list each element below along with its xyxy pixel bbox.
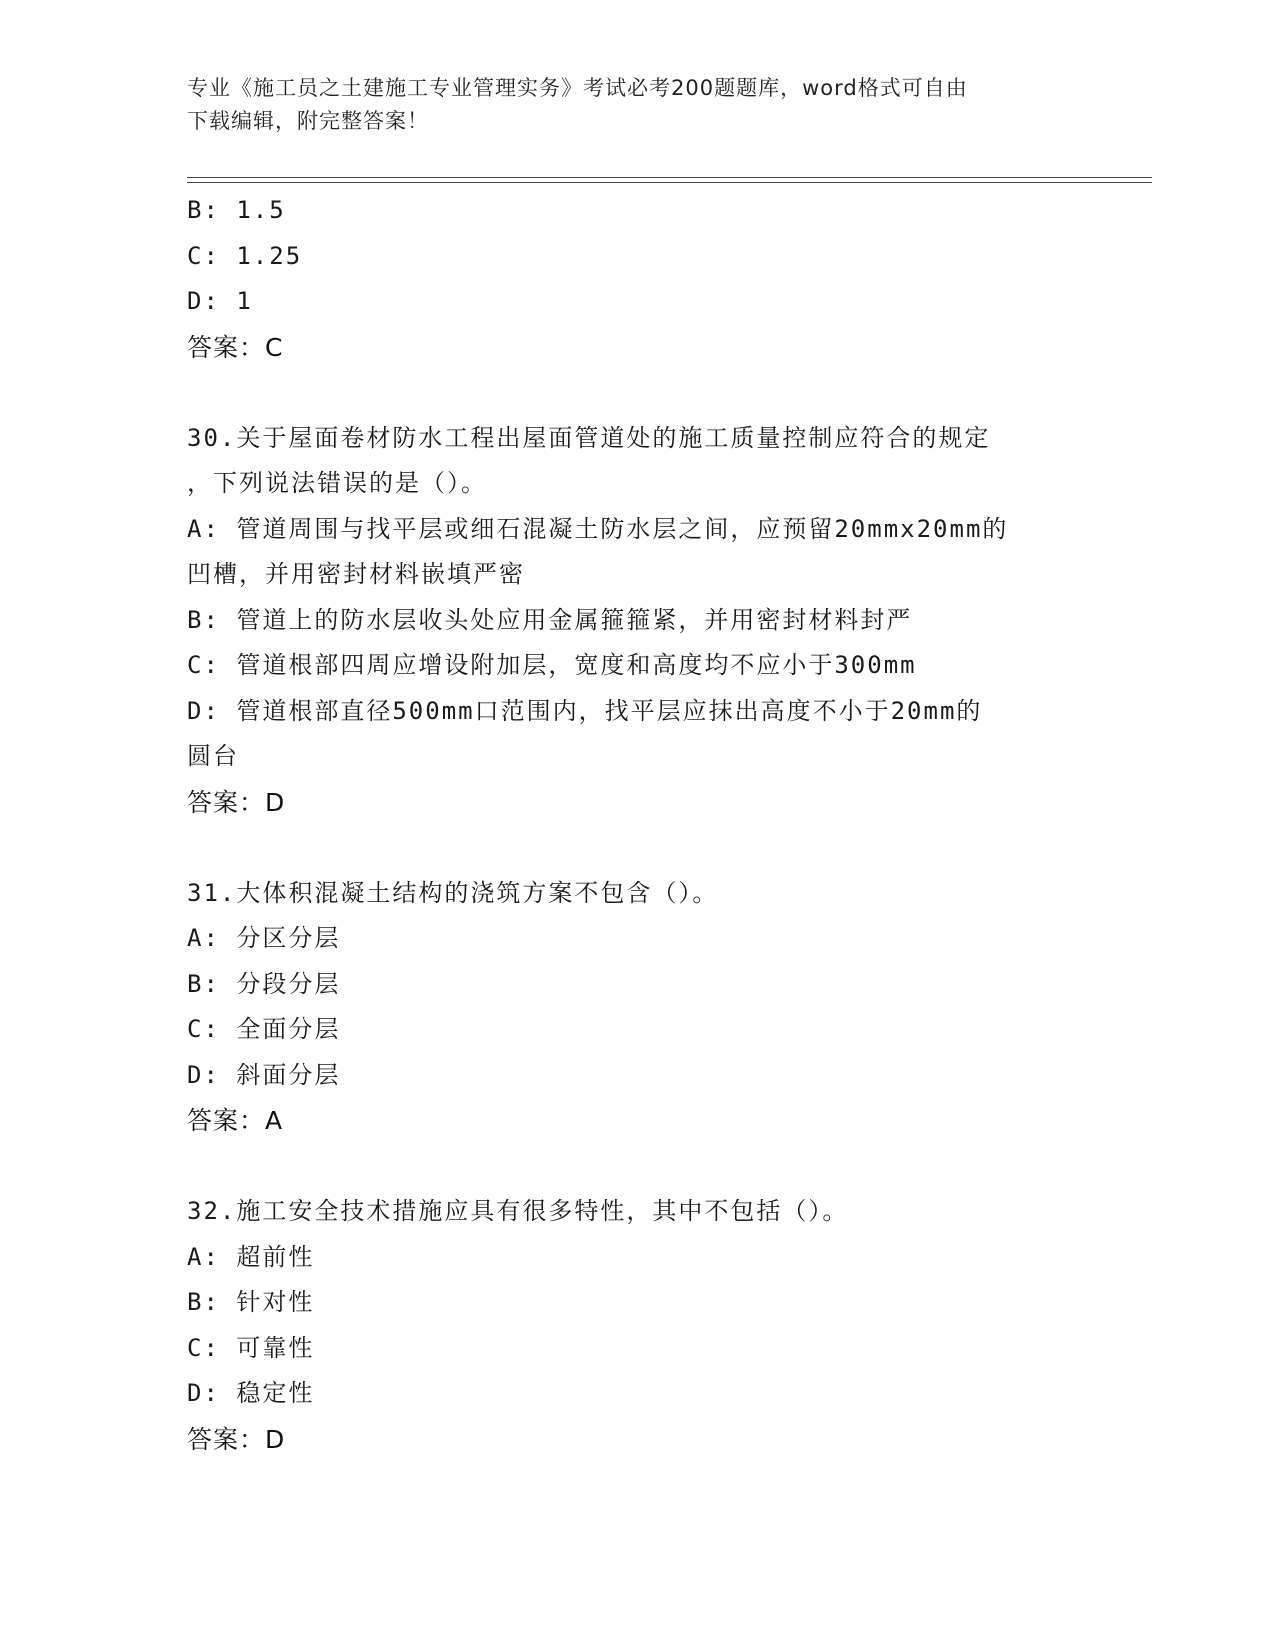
answer: 答案：D xyxy=(187,1424,286,1454)
header-rule-bottom xyxy=(187,182,1152,183)
question-31 xyxy=(187,871,1097,1144)
option-d-line-1: D: 管道根部直径500mm口范围内，找平层应抹出高度不小于20mm的 xyxy=(187,696,983,725)
option-c: C: 可靠性 xyxy=(187,1333,315,1362)
option-d: D: 1 xyxy=(187,287,253,315)
option-a: A: 超前性 xyxy=(187,1242,315,1271)
question-stem-line-1: 30.关于屋面卷材防水工程出屋面管道处的施工质量控制应符合的规定 xyxy=(187,423,991,452)
option-d: D: 斜面分层 xyxy=(187,1060,341,1089)
spacer xyxy=(187,1144,1097,1190)
question-stem: 31.大体积混凝土结构的浇筑方案不包含（）。 xyxy=(187,878,719,907)
question-29-tail xyxy=(187,188,1097,370)
option-b: B: 1.5 xyxy=(187,196,286,224)
spacer xyxy=(187,825,1097,871)
answer: 答案：D xyxy=(187,787,286,817)
option-a-line-1: A: 管道周围与找平层或细石混凝土防水层之间，应预留20mmx20mm的 xyxy=(187,514,1009,543)
header-rule-top xyxy=(187,177,1152,178)
option-a: A: 分区分层 xyxy=(187,924,341,952)
option-d-line-2: 圆台 xyxy=(187,742,239,770)
spacer xyxy=(187,370,1097,416)
option-c: C: 1.25 xyxy=(187,241,303,270)
document-header xyxy=(187,72,1087,138)
option-c: C: 全面分层 xyxy=(187,1015,341,1043)
header-line-1: 专业《施工员之土建施工专业管理实务》考试必考200题题库，word格式可自由 xyxy=(187,76,968,100)
header-line-2: 下载编辑，附完整答案！ xyxy=(187,109,429,133)
option-b: B: 管道上的防水层收头处应用金属箍箍紧，并用密封材料封严 xyxy=(187,605,913,634)
question-stem: 32.施工安全技术措施应具有很多特性，其中不包括（）。 xyxy=(187,1197,849,1225)
option-b: B: 针对性 xyxy=(187,1288,315,1316)
answer: 答案：C xyxy=(187,332,284,362)
question-list xyxy=(187,188,1097,1462)
option-d: D: 稳定性 xyxy=(187,1379,315,1407)
question-stem-line-2: ，下列说法错误的是（）。 xyxy=(187,469,487,497)
answer: 答案：A xyxy=(187,1106,284,1135)
option-c: C: 管道根部四周应增设附加层，宽度和高度均不应小于300mm xyxy=(187,651,917,679)
option-b: B: 分段分层 xyxy=(187,969,341,998)
question-32 xyxy=(187,1189,1097,1462)
question-30 xyxy=(187,416,1097,826)
option-a-line-2: 凹槽，并用密封材料嵌填严密 xyxy=(187,560,525,588)
